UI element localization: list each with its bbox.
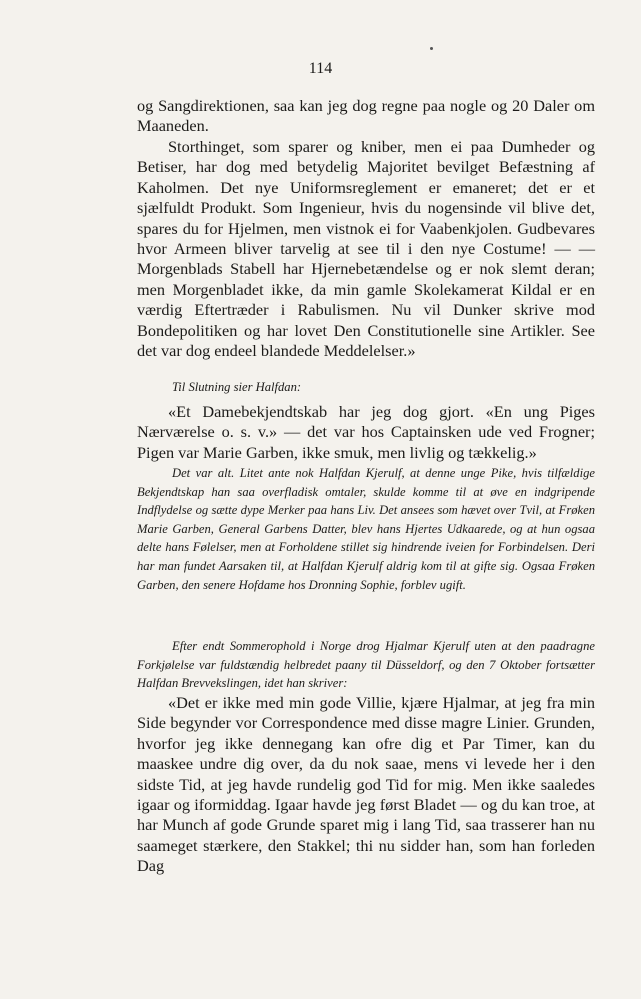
editorial-note-2: Efter endt Sommerophold i Norge drog Hjalmar Kjerulf uten at den paadragne Forkjølelse var fuldstændig helbredet paany til Düsseldorf, og den 7 Oktober fortsætter Halfdan Brevvekslingen, idet han skriver: — [137, 639, 595, 691]
speck-mark — [430, 47, 433, 50]
paragraph-1: og Sangdirektionen, saa kan jeg dog regne paa nogle og 20 Daler om Maaneden. — [137, 96, 595, 136]
paragraph-4: «Det er ikke med min gode Villie, kjære Hjalmar, at jeg fra min Side begynder vor Correspondence med disse magre Linier. Grunden, hvorfor jeg ikke dennegang kan ofre dig et Par Timer, kan du maaskee undre dig over, da du nok saae, mens vi levede her i den sidste Tid, at jeg havde rundelig god Tid for mig. Men ikke saaledes igaar og iformiddag. Igaar havde jeg først Bladet — og du kan troe, at har Munch af gode Grunde sparet mig i lang Tid, saa trasserer han nu saameget stærkere, den Stakkel; thi nu sidder han, som han forleden Dag — [137, 693, 595, 876]
page-number: 114 — [308, 60, 333, 77]
editorial-note-1: Det var alt. Litet ante nok Halfdan Kjerulf, at denne unge Pike, hvis tilfældige Bekjendtskap han saa overfladisk omtaler, skulde komme til at øve en indgripende Indflydelse og sætte dype Merker paa hans Liv. Det ansees som hævet over Tvil, at Frøken Marie Garben, General Garbens Datter, blev hans Hjertes Udkaarede, og at hun ogsaa delte hans Følelser, men at Forholdene stillet sig hindrende iveien for Forbindelsen. Deri har man fundet Aarsaken til, at Halfdan Kjerulf aldrig kom til at gifte sig. Ogsaa Frøken Garben, den senere Hofdame hos Dronning Sophie, forblev ugift. — [137, 466, 595, 592]
paragraph-3: «Et Damebekjendtskab har jeg dog gjort. «En ung Piges Nærværelse o. s. v.» — det var hos Captainsken ude ved Frogner; Pigen var Marie Garben, ikke smuk, men livlig og tækkelig.» — [137, 402, 595, 462]
paragraph-2: Storthinget, som sparer og kniber, men ei paa Dumheder og Betiser, har dog med betydelig Majoritet bevilget Befæstning af Kaholmen. Det nye Uniformsreglement er emaneret; det er et sjælfuldt Produkt. Som Ingenieur, hvis du nogensinde vil blive det, spares du for Hjelmen, men vistnok ei for Vaabenkjolen. Gudbevares hvor Armeen bliver tarvelig at see til i den nye Costume! — — Morgenblads Stabell har Hjernebetændelse og er nok slemt deran; men Morgenbladet ikke, da min gamle Skolekamerat Kildal er en værdig Eftertræder i Rabulismen. Nu vil Dunker skrive mod Bondepolitiken og har lovet Den Constitutionelle sine Artikler. See det var dog endeel blandede Meddelelser.» — [137, 137, 595, 361]
section-label: Til Slutning sier Halfdan: — [172, 380, 302, 394]
